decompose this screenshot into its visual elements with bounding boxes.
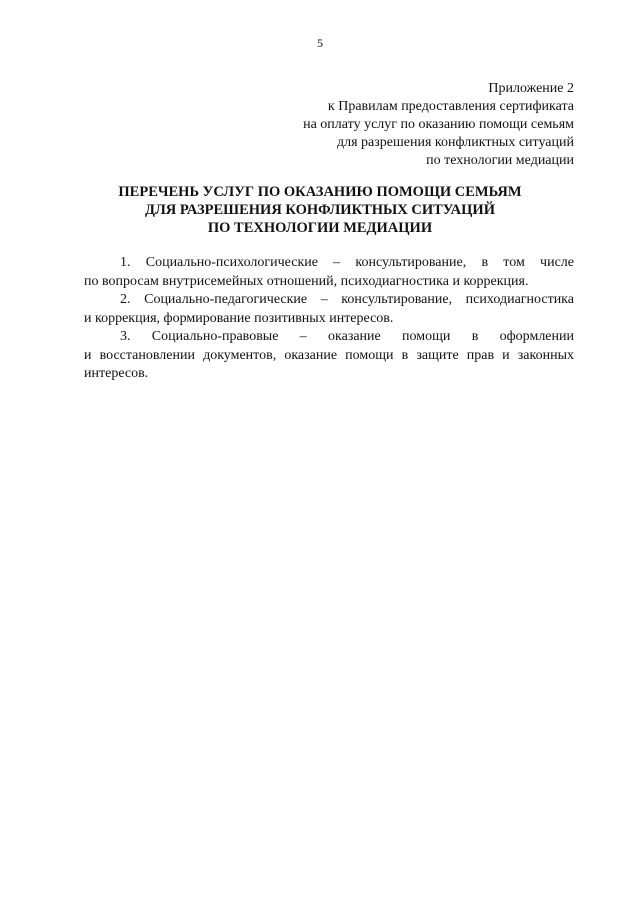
list-item-line: и восстановлении документов, оказание помощи в защите прав и законных xyxy=(84,347,574,363)
list-item-line: 3. Социально-правовые – оказание помощи в оформлении xyxy=(120,329,574,344)
appendix-line: к Правилам предоставления сертификата xyxy=(327,99,574,114)
appendix-line: для разрешения конфликтных ситуаций xyxy=(337,135,574,150)
appendix-line: на оплату услуг по оказанию помощи семьям xyxy=(303,117,574,132)
list-item xyxy=(84,254,574,291)
document-title xyxy=(0,183,640,237)
appendix-line: по технологии медиации xyxy=(426,153,574,168)
list-item-line: 1. Социально-психологические – консультирование, в том числе xyxy=(120,255,574,270)
list-item-line: и коррекция, формирование позитивных интересов. xyxy=(84,310,394,326)
title-line: ПЕРЕЧЕНЬ УСЛУГ ПО ОКАЗАНИЮ ПОМОЩИ СЕМЬЯМ xyxy=(118,184,522,200)
title-line: ДЛЯ РАЗРЕШЕНИЯ КОНФЛИКТНЫХ СИТУАЦИЙ xyxy=(145,202,495,218)
services-list xyxy=(84,254,574,384)
list-item xyxy=(84,328,574,384)
list-item xyxy=(84,291,574,328)
list-item-line: 2. Социально-педагогические – консультирование, психодиагностика xyxy=(120,292,574,307)
list-item-line: по вопросам внутрисемейных отношений, психодиагностика и коррекция. xyxy=(84,273,529,289)
list-item-line: интересов. xyxy=(84,366,149,381)
appendix-header xyxy=(234,80,574,170)
page-number: 5 xyxy=(317,36,323,50)
title-line: ПО ТЕХНОЛОГИИ МЕДИАЦИИ xyxy=(207,220,433,236)
appendix-line: Приложение 2 xyxy=(488,81,574,96)
